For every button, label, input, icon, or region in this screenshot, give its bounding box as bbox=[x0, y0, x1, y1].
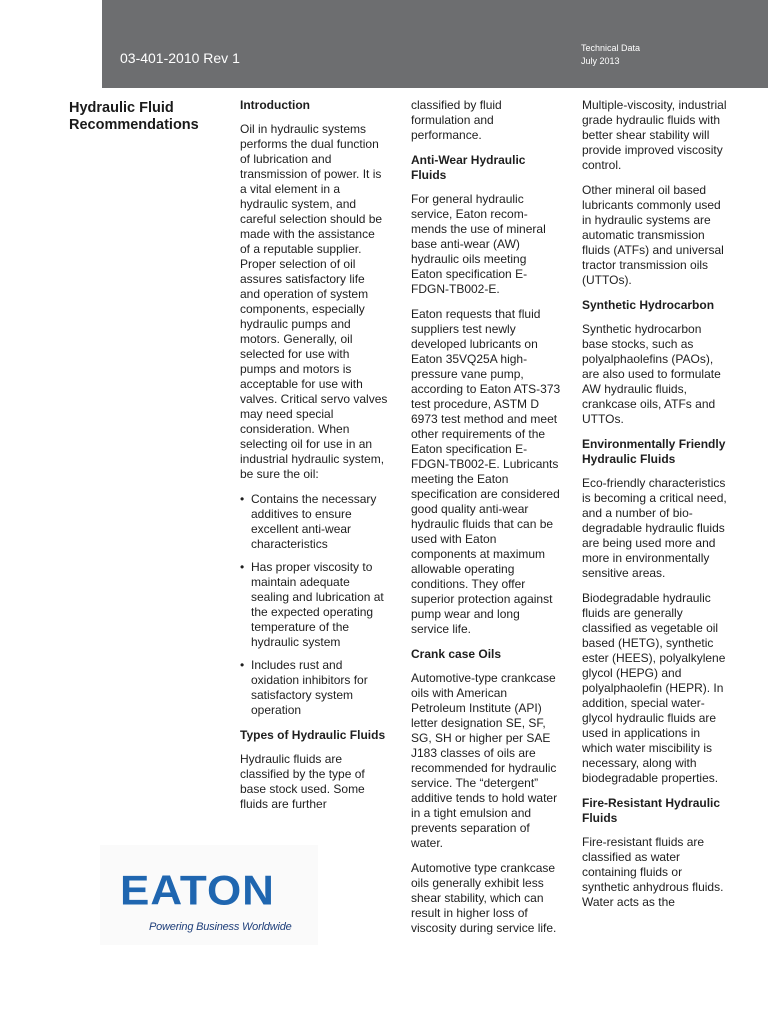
crankcase-paragraph: Automotive type crankcase oils generally exhibit less shear stability, which can result in higher loss of viscosity during service life. bbox=[411, 861, 557, 935]
mineral-oil-paragraph: Other mineral oil based lubricants commonly used in hydraulic systems are automatic transmission fluids (ATFs) and universal tractor transmission oils (UTTOs). bbox=[582, 183, 724, 287]
eco-paragraph: Biodegradable hydraulic fluids are generally classified as vegetable oil based (HETG), synthetic ester (HEES), polyalkylene glycol (HEPG) and polyalphaolefin (HEPR). In addition, special water-glycol hydraulic fluids are used in applications in which water miscibility is necessary, along with biodegradable properties. bbox=[582, 591, 726, 785]
header-bar bbox=[102, 0, 768, 88]
requirements-list bbox=[240, 492, 388, 718]
list-item: • Contains the necessary additives to ensure excellent anti-wear characteristics bbox=[240, 492, 388, 552]
synthetic-heading: Synthetic Hydrocarbon bbox=[582, 298, 715, 312]
column-3 bbox=[582, 98, 730, 920]
page-title: Hydraulic Fluid Recommendations bbox=[69, 100, 199, 133]
introduction-heading: Introduction bbox=[240, 98, 310, 112]
types-heading: Types of Hydraulic Fluids bbox=[240, 728, 386, 742]
fire-resistant-heading: Fire-Resistant Hydraulic Fluids bbox=[582, 796, 721, 825]
eaton-logo bbox=[100, 845, 318, 945]
types-text: Hydraulic fluids are classified by the type of base stock used. Some fluids are further bbox=[240, 752, 365, 811]
antiwear-paragraph: Eaton requests that fluid suppliers test newly developed lubricants on Eaton 35VQ25A high-pressure vane pump, according to Eaton ATS-373 test procedure, ASTM D 6973 test method and meet other requirements of the Eaton specification E-FDGN-TB002-E. Lubricants meeting the Eaton specification are considered good quality anti-wear hydraulic fluids that can be used with Eaton components at maximum allowable operating conditions. They offer superior protection against pump wear and long service life. bbox=[411, 307, 561, 636]
header-meta bbox=[581, 42, 640, 68]
eco-paragraph: Eco-friendly characteristics is becoming a critical need, and a number of bio-degradable hydraulic fluids are being used more and more in environmentally sensitive areas. bbox=[582, 476, 727, 580]
antiwear-paragraph: For general hydraulic service, Eaton recom-mends the use of mineral base anti-wear (AW) hydraulic oils meeting Eaton specification E-FDGN-TB002-E. bbox=[411, 192, 546, 296]
crankcase-heading: Crank case Oils bbox=[411, 647, 502, 661]
antiwear-heading: Anti-Wear Hydraulic Fluids bbox=[411, 153, 526, 182]
introduction-text: Oil in hydraulic systems performs the dual function of lubrication and transmission of power. It is a vital element in a hydraulic system, and careful selection should be made with the assistance of a reputable supplier. Proper selection of oil assures satisfactory life and operation of system components, especially hydraulic pumps and motors. Generally, oil selected for use with pumps and motors is acceptable for use with valves. Critical servo valves may need special consideration. When selecting oil for use in an industrial hydraulic system, be sure the oil: bbox=[240, 122, 388, 481]
list-item: • Has proper viscosity to maintain adequate sealing and lubrication at the expected operating temperature of the hydraulic system bbox=[240, 560, 388, 650]
synthetic-paragraph: Synthetic hydrocarbon base stocks, such as polyalphaolefins (PAOs), are also used to formulate AW hydraulic fluids, crankcase oils, ATFs and UTTOs. bbox=[582, 322, 721, 426]
column-1 bbox=[240, 98, 388, 822]
document-date: July 2013 bbox=[581, 56, 620, 66]
crankcase-paragraph: Automotive-type crankcase oils with American Petroleum Institute (API) letter designation SE, SF, SG, SH or higher per SAE J183 classes of oils are recommended for hydraulic service. The “detergent” additive tends to hold water in a tight emulsion and prevents separation of water. bbox=[411, 671, 558, 850]
list-item: • Includes rust and oxidation inhibitors for satisfactory system operation bbox=[240, 658, 388, 718]
document-number: 03-401-2010 Rev 1 bbox=[120, 50, 240, 66]
logo-wordmark: EATON bbox=[120, 867, 275, 914]
eco-heading: Environmentally Friendly Hydraulic Fluids bbox=[582, 437, 726, 466]
multiviscosity-paragraph: Multiple-viscosity, industrial grade hydraulic fluids with better shear stability will provide improved viscosity control. bbox=[582, 98, 727, 172]
document-type: Technical Data bbox=[581, 43, 641, 53]
logo-tagline: Powering Business Worldwide bbox=[149, 921, 292, 933]
continued-text: classified by fluid formulation and performance. bbox=[411, 98, 502, 142]
column-2 bbox=[411, 98, 561, 946]
fire-resistant-paragraph: Fire-resistant fluids are classified as water containing fluids or synthetic anhydrous fluids. Water acts as the bbox=[582, 835, 724, 909]
